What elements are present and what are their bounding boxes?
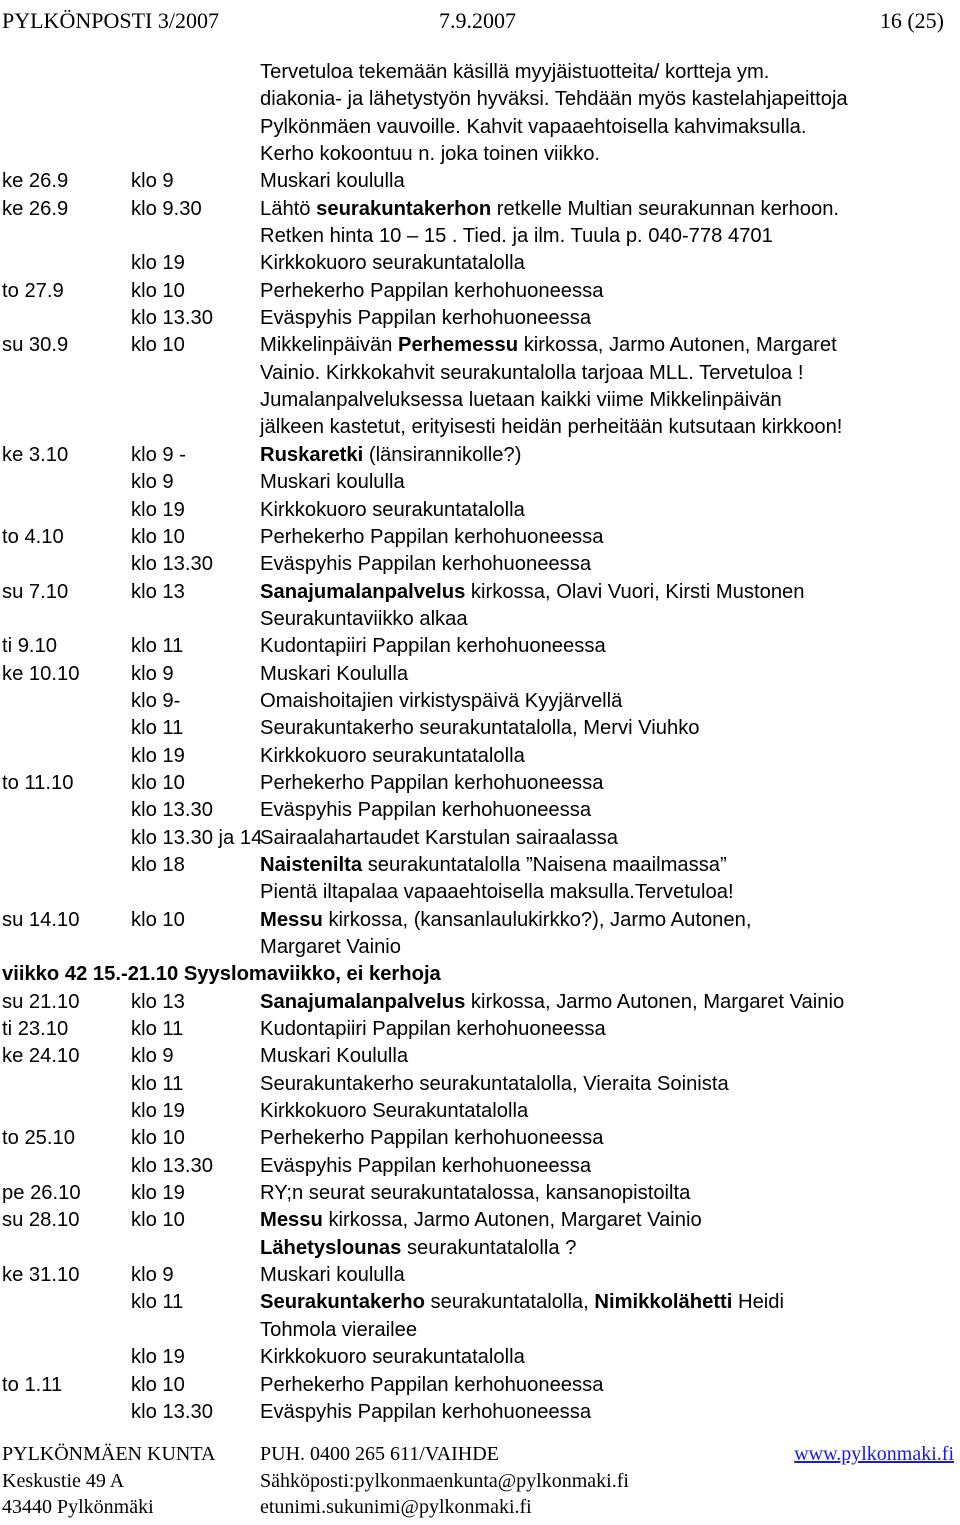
- event-time: klo 9: [131, 662, 174, 685]
- event-text: Margaret Vainio: [260, 936, 402, 958]
- event-time: klo 10: [131, 1209, 185, 1232]
- event-description: [260, 606, 468, 633]
- event-description: [260, 989, 844, 1016]
- event-row: [0, 1317, 960, 1344]
- event-time: klo 11: [131, 1291, 184, 1314]
- event-row: [0, 606, 960, 633]
- event-day: to 4.10: [2, 525, 64, 548]
- event-text: Kirkkokuoro seurakuntatalolla: [260, 252, 525, 275]
- event-text: Eväspyhis Pappilan kerhohuoneessa: [260, 553, 592, 576]
- event-text: Kirkkokuoro Seurakuntatalolla: [260, 1100, 529, 1123]
- event-day: to 1.11: [2, 1373, 63, 1396]
- footer-org: PYLKÖNMÄEN KUNTA: [2, 1443, 216, 1465]
- event-text: Perhekerho Pappilan kerhohuoneessa: [260, 1373, 604, 1396]
- event-description: [260, 86, 848, 113]
- event-text: Kirkkokuoro seurakuntatalolla: [260, 744, 525, 767]
- event-day: to 25.10: [2, 1127, 75, 1150]
- event-time: klo 9: [131, 170, 174, 193]
- event-row: [0, 579, 960, 606]
- event-description: [260, 1399, 591, 1426]
- event-row: [0, 360, 960, 387]
- event-description: [260, 770, 603, 797]
- event-text: Perhekerho Pappilan kerhohuoneessa: [260, 1127, 604, 1150]
- event-text: Seurakuntaviikko alkaa: [260, 607, 468, 630]
- event-description: [260, 825, 618, 852]
- event-text: kirkossa, Jarmo Autonen, Margaret: [518, 334, 837, 357]
- event-text: Seurakuntakerho seurakuntatalolla, Vieraita Soinista: [260, 1072, 729, 1095]
- event-description: [260, 633, 606, 660]
- event-text: Kirkkokuoro seurakuntatalolla: [260, 1346, 525, 1369]
- footer-phone: PUH. 0400 265 611/VAIHDE: [260, 1443, 499, 1465]
- event-row: [0, 1071, 960, 1098]
- event-row: [0, 86, 960, 113]
- event-day: su 28.10: [2, 1209, 80, 1232]
- event-day: ke 31.10: [2, 1264, 80, 1287]
- event-text: Omaishoitajien virkistyspäivä Kyyjärvellä: [260, 689, 623, 712]
- event-row: [0, 1043, 960, 1070]
- event-day: ke 26.9: [2, 197, 69, 220]
- event-description: [260, 1344, 525, 1371]
- event-time: klo 19: [131, 1346, 185, 1369]
- event-row: [0, 770, 960, 797]
- event-text: RY;n seurat seurakuntatalossa, kansanopistoilta: [260, 1182, 691, 1205]
- event-text: Tohmola vierailee: [260, 1318, 418, 1341]
- event-row: [0, 825, 960, 852]
- event-time: klo 9: [131, 1264, 174, 1287]
- event-text: Heidi: [732, 1291, 784, 1314]
- footer-postal: 43440 Pylkönmäki: [2, 1496, 154, 1518]
- event-time: klo 9.30: [131, 197, 202, 220]
- event-text: Kirkkokuoro seurakuntatalolla: [260, 498, 525, 521]
- event-description: [260, 1153, 591, 1180]
- event-time: klo 19: [131, 1182, 185, 1205]
- event-row: [0, 1207, 960, 1234]
- event-description: [260, 414, 842, 441]
- event-description: [260, 1317, 417, 1344]
- event-description: [260, 934, 401, 961]
- event-row: [0, 661, 960, 688]
- event-description: [260, 797, 591, 824]
- event-day: ti 9.10: [2, 635, 57, 658]
- event-time: klo 13.30: [131, 1400, 213, 1423]
- event-row: [0, 59, 960, 86]
- event-text: Eväspyhis Pappilan kerhohuoneessa: [260, 799, 592, 822]
- event-description: [260, 387, 782, 414]
- event-row: [0, 141, 960, 168]
- event-text: Kudontapiiri Pappilan kerhohuoneessa: [260, 1018, 606, 1041]
- event-time: klo 13.30: [131, 1154, 213, 1177]
- event-time: klo 18: [131, 853, 185, 876]
- event-highlight: Sanajumalanpalvelus: [260, 580, 466, 603]
- event-text: Perhekerho Pappilan kerhohuoneessa: [260, 279, 604, 302]
- event-text: Mikkelinpäivän: [260, 334, 399, 357]
- event-text: Eväspyhis Pappilan kerhohuoneessa: [260, 307, 592, 330]
- event-time: klo 13: [131, 580, 185, 603]
- event-time: klo 10: [131, 525, 185, 548]
- event-day: ke 10.10: [2, 662, 80, 685]
- event-description: [260, 1180, 690, 1207]
- event-description: [260, 497, 525, 524]
- event-row: [0, 961, 960, 988]
- event-highlight: Sanajumalanpalvelus: [260, 990, 466, 1013]
- event-day: ke 26.9: [2, 170, 69, 193]
- event-row: [0, 524, 960, 551]
- footer-row: [0, 1494, 960, 1521]
- event-row: [0, 797, 960, 824]
- event-description: [260, 469, 405, 496]
- event-time: klo 13.30: [131, 307, 213, 330]
- event-row: [0, 278, 960, 305]
- event-row: [0, 442, 960, 469]
- event-description: [260, 524, 603, 551]
- event-text: Seurakuntakerho seurakuntatalolla, Mervi Viuhko: [260, 717, 700, 740]
- event-time: klo 9: [131, 471, 174, 494]
- event-row: [0, 1180, 960, 1207]
- event-description: [260, 114, 806, 141]
- event-text: retkelle Multian seurakunnan kerhoon.: [491, 197, 840, 220]
- week-notice: viikko 42 15.-21.10 Syyslomaviikko, ei kerhoja: [2, 963, 441, 986]
- event-highlight: Nimikkolähetti: [594, 1291, 733, 1314]
- event-text: Retken hinta 10 – 15 . Tied. ja ilm. Tuula p. 040-778 4701: [260, 225, 773, 248]
- event-text: jälkeen kastetut, erityisesti heidän perheitään kutsutaan kirkkoon!: [260, 416, 843, 439]
- event-highlight: Ruskaretki: [260, 443, 364, 466]
- event-row: [0, 1372, 960, 1399]
- event-description: [260, 305, 591, 332]
- event-row: [0, 168, 960, 195]
- event-row: [0, 907, 960, 934]
- event-description: [260, 1016, 606, 1043]
- event-day: ke 3.10: [2, 443, 69, 466]
- event-time: klo 10: [131, 908, 185, 931]
- event-time: klo 13.30 ja 14: [131, 826, 263, 849]
- event-description: [260, 579, 805, 606]
- event-time: klo 10: [131, 334, 185, 357]
- event-text: seurakuntatalolla ”Naisena maailmassa”: [362, 853, 727, 876]
- event-row: [0, 743, 960, 770]
- event-time: klo 11: [131, 717, 184, 740]
- event-row: [0, 387, 960, 414]
- event-highlight: seurakuntakerhon: [316, 197, 492, 220]
- event-text: Muskari koululla: [260, 170, 405, 193]
- page-header: [2, 4, 958, 38]
- event-row: [0, 223, 960, 250]
- event-text: Muskari koululla: [260, 1264, 405, 1287]
- event-row: [0, 1153, 960, 1180]
- event-highlight: Naistenilta: [260, 853, 363, 876]
- event-highlight: Messu: [260, 908, 323, 931]
- footer-row: [0, 1468, 960, 1495]
- event-text: Sairaalahartaudet Karstulan sairaalassa: [260, 826, 618, 849]
- event-row: [0, 633, 960, 660]
- event-description: [260, 1125, 603, 1152]
- footer-row: [0, 1441, 960, 1468]
- event-text: Vainio. Kirkkokahvit seurakuntalolla tarjoaa MLL. Tervetuloa !: [260, 361, 804, 384]
- footer-email: Sähköposti:pylkonmaenkunta@pylkonmaki.fi: [260, 1469, 629, 1492]
- event-row: [0, 1235, 960, 1262]
- event-time: klo 19: [131, 744, 185, 767]
- event-text: Muskari koululla: [260, 471, 405, 494]
- event-time: klo 9-: [131, 689, 181, 712]
- event-description: [260, 1043, 408, 1070]
- event-row: [0, 1016, 960, 1043]
- event-text: Eväspyhis Pappilan kerhohuoneessa: [260, 1400, 592, 1423]
- event-description: [260, 223, 773, 250]
- event-text: seurakuntatalolla ?: [401, 1236, 577, 1259]
- event-text: Muskari Koululla: [260, 662, 409, 685]
- event-time: klo 13.30: [131, 553, 213, 576]
- event-time: klo 10: [131, 1127, 185, 1150]
- event-row: [0, 1289, 960, 1316]
- event-text: (länsirannikolle?): [363, 443, 522, 466]
- event-text: Pylkönmäen vauvoille. Kahvit vapaaehtoisella kahvimaksulla.: [260, 115, 807, 138]
- event-row: [0, 1125, 960, 1152]
- event-description: [260, 1207, 702, 1234]
- event-row: [0, 1262, 960, 1289]
- event-day: su 30.9: [2, 334, 69, 357]
- event-day: ke 24.10: [2, 1045, 80, 1068]
- event-text: kirkossa, (kansanlaulukirkko?), Jarmo Autonen,: [322, 908, 752, 931]
- event-row: [0, 305, 960, 332]
- page-number: 16 (25): [879, 8, 944, 33]
- event-highlight: Seurakuntakerho: [260, 1291, 425, 1314]
- event-text: Lähtö: [260, 197, 317, 220]
- event-row: [0, 934, 960, 961]
- event-description: [260, 1289, 784, 1316]
- event-text: kirkossa, Jarmo Autonen, Margaret Vainio: [322, 1209, 702, 1232]
- event-text: Kudontapiiri Pappilan kerhohuoneessa: [260, 635, 606, 658]
- event-row: [0, 688, 960, 715]
- event-text: Tervetuloa tekemään käsillä myyjäistuotteita/ kortteja ym.: [260, 61, 770, 83]
- event-description: [260, 59, 769, 86]
- footer-website-link[interactable]: www.pylkonmaki.fi: [794, 1443, 954, 1465]
- event-row: [0, 114, 960, 141]
- event-text: Muskari Koululla: [260, 1045, 409, 1068]
- event-text: Pientä iltapalaa vapaaehtoisella maksulla.Tervetuloa!: [260, 881, 734, 904]
- event-row: [0, 852, 960, 879]
- event-description: [260, 1372, 603, 1399]
- event-day: to 11.10: [2, 771, 74, 794]
- page-footer: [0, 1441, 960, 1521]
- event-description: [260, 852, 727, 879]
- event-description: [260, 715, 700, 742]
- event-text: Jumalanpalveluksessa luetaan kaikki viime Mikkelinpäivän: [260, 389, 782, 412]
- event-description: [260, 879, 734, 906]
- event-description: [260, 907, 751, 934]
- event-time: klo 19: [131, 252, 185, 275]
- event-row: [0, 332, 960, 359]
- event-text: seurakuntatalolla,: [424, 1291, 595, 1314]
- event-description: [260, 1098, 528, 1125]
- event-text: diakonia- ja lähetystyön hyväksi. Tehdään myös kastelahjapeittoja: [260, 88, 848, 111]
- event-row: [0, 989, 960, 1016]
- event-description: [260, 332, 837, 359]
- event-description: [260, 1262, 405, 1289]
- event-time: klo 10: [131, 1373, 185, 1396]
- event-highlight: Messu: [260, 1209, 323, 1232]
- event-row: [0, 196, 960, 223]
- event-time: klo 9 -: [131, 443, 186, 466]
- event-day: su 7.10: [2, 580, 69, 603]
- event-text: Perhekerho Pappilan kerhohuoneessa: [260, 771, 604, 794]
- event-text: Kerho kokoontuu n. joka toinen viikko.: [260, 143, 601, 166]
- event-description: [260, 168, 405, 195]
- event-text: kirkossa, Olavi Vuori, Kirsti Mustonen: [465, 580, 805, 603]
- event-description: [260, 360, 803, 387]
- event-description: [260, 141, 600, 168]
- event-time: klo 11: [131, 1072, 184, 1095]
- event-row: [0, 497, 960, 524]
- event-text: Eväspyhis Pappilan kerhohuoneessa: [260, 1154, 592, 1177]
- event-description: [260, 743, 525, 770]
- event-description: [260, 1235, 576, 1262]
- event-description: [260, 688, 622, 715]
- footer-street: Keskustie 49 A: [2, 1469, 125, 1492]
- event-row: [0, 414, 960, 441]
- event-time: klo 10: [131, 771, 185, 794]
- event-text: kirkossa, Jarmo Autonen, Margaret Vainio: [465, 990, 845, 1013]
- event-text: Perhekerho Pappilan kerhohuoneessa: [260, 525, 604, 548]
- event-highlight: Perhemessu: [398, 334, 519, 357]
- event-row: [0, 551, 960, 578]
- event-day: ti 23.10: [2, 1018, 69, 1041]
- event-row: [0, 469, 960, 496]
- event-row: [0, 1098, 960, 1125]
- event-calendar: [0, 59, 960, 1426]
- event-description: [260, 278, 603, 305]
- event-highlight: Lähetyslounas: [260, 1236, 402, 1259]
- event-day: pe 26.10: [2, 1182, 81, 1205]
- event-description: [260, 250, 525, 277]
- event-description: [260, 442, 521, 469]
- publication-date: 7.9.2007: [439, 8, 516, 33]
- event-row: [0, 715, 960, 742]
- event-description: [260, 551, 591, 578]
- event-time: klo 9: [131, 1045, 174, 1068]
- event-time: klo 10: [131, 279, 185, 302]
- event-time: klo 13: [131, 990, 185, 1013]
- event-row: [0, 1344, 960, 1371]
- event-day: su 21.10: [2, 990, 80, 1013]
- publication-title: PYLKÖNPOSTI 3/2007: [2, 8, 219, 33]
- event-day: su 14.10: [2, 908, 80, 931]
- event-description: [260, 661, 408, 688]
- event-time: klo 19: [131, 498, 185, 521]
- event-description: [260, 1071, 729, 1098]
- event-row: [0, 1399, 960, 1426]
- event-time: klo 11: [131, 1018, 184, 1041]
- event-row: [0, 250, 960, 277]
- event-time: klo 13.30: [131, 799, 213, 822]
- event-time: klo 19: [131, 1100, 185, 1123]
- event-row: [0, 879, 960, 906]
- event-description: [260, 196, 839, 223]
- event-time: klo 11: [131, 635, 184, 658]
- event-day: to 27.9: [2, 279, 64, 302]
- footer-email-format: etunimi.sukunimi@pylkonmaki.fi: [260, 1496, 532, 1518]
